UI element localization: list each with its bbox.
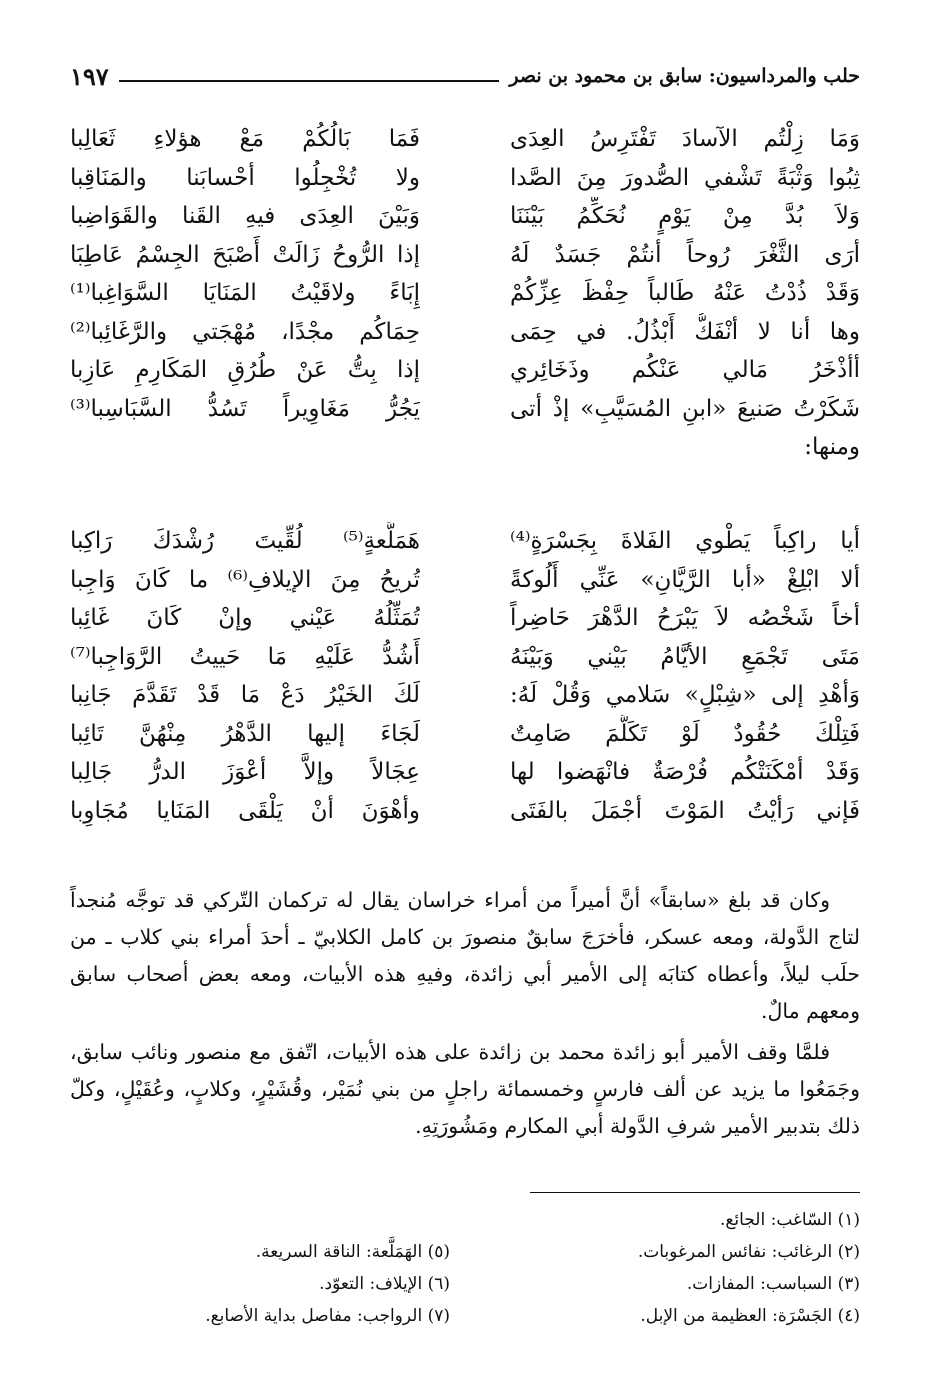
verse-line (70, 390, 860, 429)
verse-first-hemistich: وَمَا زِلْتُم الآسادَ تَفْتَرِسُ العِدَى (510, 126, 860, 152)
verse-first-hemistich: وَقَدْ ذُدْتُ عَنْهُ طَالباً حِفْظَ عِزِّكُمْ (510, 280, 860, 306)
verse-second-hemistich: هَمَلَّعةٍ⁽⁵⁾ لُقِّيتَ رُشْدَكَ رَاكِبا (70, 528, 420, 554)
running-title: حلب والمرداسيون: سابق بن محمود بن نصر (509, 65, 860, 87)
verse-line (70, 522, 860, 561)
header-rule (119, 80, 500, 82)
prose-section (70, 882, 860, 1145)
footnote: (٤) الجَسْرَة: العظيمة من الإبل. (640, 1306, 860, 1326)
verse-first-hemistich: شَكَرْتُ صَنيعَ «ابنِ المُسَيَّبِ» إذْ أتى (510, 395, 860, 422)
verse-line (70, 313, 860, 352)
section-intro: ومنها: (804, 434, 860, 460)
verse-second-hemistich: لَجَاءَ إليها الدَّهْرُ مِنْهُنَّ تَائِبا (70, 720, 420, 747)
verse-line (70, 638, 860, 677)
footnote: (٥) الهَمَلَّعة: الناقة السريعة. (255, 1242, 450, 1262)
verse-second-hemistich: عِجَالاً وإلاَّ أعْوَزَ الدرُّ جَالِبا (70, 759, 420, 785)
footnote-separator (530, 1192, 860, 1193)
verse-first-hemistich: وها أنا لا أنْفَكُّ أَبْذُلُ. في حِمَى (510, 318, 860, 345)
verse-line (70, 753, 860, 792)
poem-second-part (70, 522, 860, 830)
verse-first-hemistich: وَقَدْ أمْكَنَتْكُم فُرْصَةٌ فانْهَضوا لها (510, 759, 860, 785)
verse-line (70, 159, 860, 198)
verse-first-hemistich: أخاً شَخْصُه لاَ يَبْرَحُ الدَّهْرَ حَاضِراً (510, 605, 860, 631)
verse-first-hemistich: مَتَى تَجْمَعِ الأيَّامُ بَيْني وَبَيْنَهُ (510, 643, 860, 670)
verse-line (70, 676, 860, 715)
verse-first-hemistich: ألا ابْلِغْ «أبا الرَّيَّانِ» عَنِّي أَلُوكةً (510, 566, 860, 593)
verse-first-hemistich: فَتِلْكَ حُقُودٌ لَوْ تَكَلَّمَ صَامِتٌ (510, 720, 860, 747)
page-number: ١٩٧ (70, 61, 109, 91)
footnote: (٣) السباسب: المفازات. (686, 1274, 860, 1294)
verse-line (70, 236, 860, 275)
verse-second-hemistich: تُريحُ مِنَ الإيلافِ⁽⁶⁾ ما كَانَ وَاجِبا (70, 566, 420, 593)
verse-first-hemistich: ثِبُوا وَثْبَةً تَشْفي الصُّدورَ مِنَ الصَّدا (510, 164, 860, 191)
prose-paragraph: وكان قد بلغ «سابقاً» أنَّ أميراً من أمراء خراسان يقال له تركمان التّركي قد توجَّه مُنجداً لتاج الدَّولة، ومعه عسكر، فأخرَجَ سابقٌ منصورَ بن كامل الكلابيّ ـ أحدَ أمراء بني كلاب ـ من حلَب ليلاً، وأعطاه كتابَه إلى الأمير أبي زائدة، وفيهِ هذه الأبيات، ومعه بعض أصحاب سابق ومعهم مالٌ. (70, 888, 860, 1023)
verse-line (70, 599, 860, 638)
verse-first-hemistich: أرَى الثَّغْرَ رُوحاً أنتُمْ جَسَدٌ لَهُ (510, 241, 860, 268)
running-header (70, 56, 860, 96)
verse-second-hemistich: إِبَاءً ولاقَيْتُ المَنَايَا السَّوَاغِبا⁽¹⁾ (70, 280, 420, 306)
verse-second-hemistich: وَبَيْنَ العِدَى فيهِ القَنا والقَوَاضِبا (70, 203, 420, 229)
book-page (70, 56, 860, 1346)
verse-second-hemistich: لَكَ الخَيْرُ دَعْ مَا قَدْ تَقَدَّمَ جَانِبا (70, 682, 420, 708)
verse-second-hemistich: فَمَا بَالُكُمْ مَعْ هؤلاءِ ثَعَالِبا (70, 126, 420, 152)
footnotes-column-right (480, 1204, 860, 1332)
footnotes-column-left (70, 1204, 450, 1332)
verse-second-hemistich: وأهْوَنَ أنْ يَلْقَى المَنَايا مُجَاوِبا (70, 797, 420, 824)
verse-second-hemistich: إذا بِتُّ عَنْ طُرُقِ المَكَارِمِ عَازِبا (70, 357, 420, 383)
verse-line (70, 792, 860, 831)
footnote: (١) السّاغب: الجائع. (719, 1210, 860, 1230)
verse-second-hemistich: تُمَثِّلُهُ عَيْني وإنْ كَانَ غَائِبا (70, 605, 420, 631)
verse-second-hemistich: يَجُرُّ مَغَاوِيراً تَسُدُّ السَّبَاسِبا⁽³⁾ (70, 395, 420, 422)
verse-line (70, 120, 860, 159)
prose-paragraph: فلمَّا وقف الأمير أبو زائدة محمد بن زائدة على هذه الأبيات، اتّفق مع منصور ونائب سابق، وجَمَعُوا ما يزيد عن ألف فارسٍ وخمسمائة راجلٍ من بني نُمَيْر، وقُشَيْرٍ، وكلابٍ، وعُقَيْلٍ، وكلّ ذلك بتدبير الأمير شرفِ الدَّولة أبي المكارم ومَشُورَتِهِ. (70, 1040, 860, 1138)
footnote: (٦) الإيلاف: التعوّد. (319, 1274, 450, 1294)
verse-first-hemistich: أأذْخَرُ مَالي عَنْكُم وذَخَائِري (510, 357, 860, 383)
footnote: (٢) الرغائب: نفائس المرغوبات. (637, 1242, 860, 1262)
footnotes (70, 1204, 860, 1332)
verse-first-hemistich: وَلاَ بُدَّ مِنْ يَوْمٍ نُحَكِّمُ بَيْنَنَا (510, 203, 860, 229)
verse-second-hemistich: إذا الرُّوحُ زَالَتْ أَصْبَحَ الجِسْمُ عَاطِبَا (70, 241, 420, 268)
verse-first-hemistich: أيا راكِباً يَطْوي الفَلاةَ بِجَسْرَةٍ⁽⁴⁾ (510, 528, 860, 554)
poem-first-part (70, 120, 860, 467)
verse-line (70, 715, 860, 754)
verse-second-hemistich: ولا تُخْجِلُوا أحْسابَنا والمَنَاقِبا (70, 164, 420, 191)
verse-line (70, 274, 860, 313)
footnote: (٧) الرواجب: مفاصل بداية الأصابع. (205, 1306, 450, 1326)
verse-second-hemistich: حِمَاكُم مجْدًا، مُهْجَتي والرَّغَائِبا⁽²⁾ (70, 318, 420, 345)
verse-first-hemistich: فَإني رَأيْتُ المَوْتَ أجْمَلَ بالفَتَى (510, 797, 860, 824)
verse-first-hemistich: وَأهْدِ إلى «شِبْلٍ» سَلامي وَقُلْ لَهُ: (510, 682, 860, 708)
verse-line (70, 197, 860, 236)
verse-line (70, 561, 860, 600)
verse-line (70, 351, 860, 390)
verse-second-hemistich: أَشُدُّ عَلَيْهِ مَا حَييتُ الرَّوَاجِبا⁽⁷⁾ (70, 643, 420, 670)
